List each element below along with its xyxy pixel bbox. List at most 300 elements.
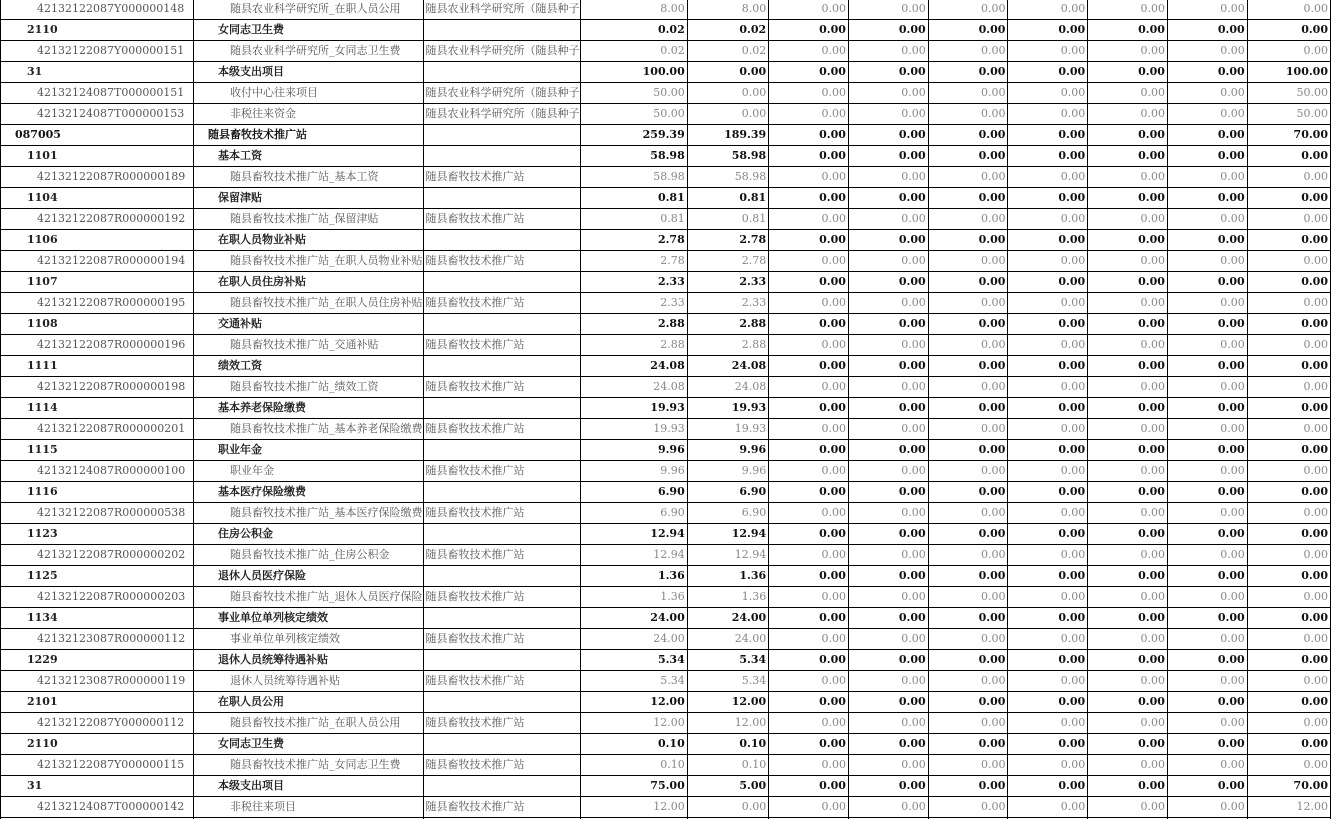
code-cell[interactable]: 42132122087R000000201 — [1, 419, 194, 440]
amount-cell[interactable]: 0.00 — [928, 524, 1008, 545]
amount-cell[interactable]: 0.00 — [769, 503, 849, 524]
amount-cell[interactable]: 0.00 — [769, 671, 849, 692]
amount-cell[interactable]: 0.00 — [1008, 587, 1088, 608]
amount-cell[interactable]: 0.00 — [1167, 188, 1247, 209]
amount-cell[interactable]: 12.94 — [687, 524, 768, 545]
amount-cell[interactable]: 0.00 — [1088, 440, 1168, 461]
amount-cell[interactable]: 0.00 — [1008, 125, 1088, 146]
amount-cell[interactable]: 0.00 — [848, 335, 928, 356]
amount-cell[interactable]: 0.00 — [848, 314, 928, 335]
amount-cell[interactable]: 19.93 — [580, 398, 687, 419]
code-cell[interactable]: 31 — [1, 776, 194, 797]
amount-cell[interactable]: 0.00 — [687, 797, 768, 818]
unit-cell[interactable]: 随县畜牧技术推广站 — [423, 797, 580, 818]
amount-cell[interactable]: 19.93 — [687, 419, 768, 440]
name-cell[interactable]: 随县畜牧技术推广站 — [194, 125, 424, 146]
name-cell[interactable]: 随县畜牧技术推广站_住房公积金 — [194, 545, 424, 566]
amount-cell[interactable]: 0.02 — [580, 20, 687, 41]
unit-cell[interactable]: 随县畜牧技术推广站 — [423, 671, 580, 692]
amount-cell[interactable]: 12.94 — [687, 545, 768, 566]
unit-cell[interactable] — [423, 20, 580, 41]
amount-cell[interactable]: 2.33 — [687, 293, 768, 314]
amount-cell[interactable]: 0.00 — [928, 83, 1008, 104]
name-cell[interactable]: 随县农业科学研究所_女同志卫生费 — [194, 41, 424, 62]
name-cell[interactable]: 退休人员统筹待遇补贴 — [194, 671, 424, 692]
amount-cell[interactable]: 0.00 — [848, 671, 928, 692]
code-cell[interactable]: 42132122087R000000195 — [1, 293, 194, 314]
amount-cell[interactable]: 0.00 — [848, 461, 928, 482]
unit-cell[interactable] — [423, 524, 580, 545]
amount-cell[interactable]: 0.00 — [928, 293, 1008, 314]
amount-cell[interactable]: 0.00 — [928, 41, 1008, 62]
code-cell[interactable]: 42132124087T000000153 — [1, 104, 194, 125]
amount-cell[interactable]: 0.00 — [848, 41, 928, 62]
amount-cell[interactable]: 0.00 — [1247, 230, 1330, 251]
unit-cell[interactable] — [423, 608, 580, 629]
amount-cell[interactable]: 0.00 — [848, 251, 928, 272]
amount-cell[interactable]: 9.96 — [580, 440, 687, 461]
amount-cell[interactable]: 0.00 — [1247, 566, 1330, 587]
amount-cell[interactable]: 75.00 — [580, 776, 687, 797]
amount-cell[interactable]: 0.00 — [769, 398, 849, 419]
unit-cell[interactable]: 随县畜牧技术推广站 — [423, 713, 580, 734]
code-cell[interactable]: 42132122087Y000000112 — [1, 713, 194, 734]
amount-cell[interactable]: 0.00 — [1167, 503, 1247, 524]
amount-cell[interactable]: 0.00 — [1008, 776, 1088, 797]
amount-cell[interactable]: 0.00 — [1247, 671, 1330, 692]
amount-cell[interactable]: 0.00 — [848, 650, 928, 671]
amount-cell[interactable]: 0.00 — [1008, 377, 1088, 398]
unit-cell[interactable]: 随县畜牧技术推广站 — [423, 209, 580, 230]
amount-cell[interactable]: 0.00 — [1008, 251, 1088, 272]
amount-cell[interactable]: 5.34 — [687, 671, 768, 692]
amount-cell[interactable]: 0.00 — [928, 482, 1008, 503]
name-cell[interactable]: 随县畜牧技术推广站_交通补贴 — [194, 335, 424, 356]
amount-cell[interactable]: 0.00 — [769, 608, 849, 629]
name-cell[interactable]: 随县畜牧技术推广站_绩效工资 — [194, 377, 424, 398]
amount-cell[interactable]: 0.00 — [928, 440, 1008, 461]
unit-cell[interactable]: 随县畜牧技术推广站 — [423, 377, 580, 398]
amount-cell[interactable]: 2.78 — [687, 251, 768, 272]
amount-cell[interactable]: 0.00 — [769, 650, 849, 671]
amount-cell[interactable]: 0.00 — [1088, 209, 1168, 230]
amount-cell[interactable]: 0.00 — [1088, 524, 1168, 545]
amount-cell[interactable]: 0.00 — [928, 566, 1008, 587]
unit-cell[interactable] — [423, 440, 580, 461]
code-cell[interactable]: 42132122087R000000203 — [1, 587, 194, 608]
amount-cell[interactable]: 0.00 — [1008, 545, 1088, 566]
amount-cell[interactable]: 0.81 — [580, 209, 687, 230]
unit-cell[interactable]: 随县农业科学研究所（随县种子 — [423, 41, 580, 62]
amount-cell[interactable]: 0.00 — [848, 125, 928, 146]
amount-cell[interactable]: 0.00 — [1167, 419, 1247, 440]
unit-cell[interactable]: 随县农业科学研究所（随县种子 — [423, 83, 580, 104]
amount-cell[interactable]: 0.00 — [1008, 629, 1088, 650]
amount-cell[interactable]: 0.00 — [1008, 461, 1088, 482]
name-cell[interactable]: 职业年金 — [194, 440, 424, 461]
amount-cell[interactable]: 0.00 — [1008, 0, 1088, 20]
amount-cell[interactable]: 0.00 — [848, 482, 928, 503]
amount-cell[interactable]: 0.00 — [848, 356, 928, 377]
name-cell[interactable]: 退休人员统筹待遇补贴 — [194, 650, 424, 671]
unit-cell[interactable] — [423, 692, 580, 713]
amount-cell[interactable]: 0.00 — [1088, 398, 1168, 419]
amount-cell[interactable]: 0.00 — [928, 272, 1008, 293]
amount-cell[interactable]: 0.00 — [1247, 314, 1330, 335]
amount-cell[interactable]: 0.00 — [1008, 104, 1088, 125]
amount-cell[interactable]: 0.02 — [687, 41, 768, 62]
amount-cell[interactable]: 0.00 — [769, 587, 849, 608]
amount-cell[interactable]: 0.00 — [1008, 503, 1088, 524]
amount-cell[interactable]: 0.00 — [1247, 419, 1330, 440]
code-cell[interactable]: 1125 — [1, 566, 194, 587]
amount-cell[interactable]: 5.34 — [580, 671, 687, 692]
code-cell[interactable]: 1134 — [1, 608, 194, 629]
amount-cell[interactable]: 0.00 — [1008, 62, 1088, 83]
amount-cell[interactable]: 2.88 — [687, 314, 768, 335]
amount-cell[interactable]: 0.00 — [1008, 797, 1088, 818]
amount-cell[interactable]: 0.00 — [928, 713, 1008, 734]
unit-cell[interactable] — [423, 650, 580, 671]
code-cell[interactable]: 2110 — [1, 734, 194, 755]
amount-cell[interactable]: 0.00 — [1247, 587, 1330, 608]
name-cell[interactable]: 随县畜牧技术推广站_保留津贴 — [194, 209, 424, 230]
amount-cell[interactable]: 12.00 — [580, 713, 687, 734]
amount-cell[interactable]: 0.00 — [1167, 650, 1247, 671]
code-cell[interactable]: 42132124087T000000151 — [1, 83, 194, 104]
amount-cell[interactable]: 0.00 — [848, 398, 928, 419]
amount-cell[interactable]: 0.00 — [1088, 0, 1168, 20]
amount-cell[interactable]: 8.00 — [687, 0, 768, 20]
code-cell[interactable]: 1123 — [1, 524, 194, 545]
amount-cell[interactable]: 0.00 — [1008, 272, 1088, 293]
unit-cell[interactable] — [423, 776, 580, 797]
amount-cell[interactable]: 12.00 — [687, 713, 768, 734]
amount-cell[interactable]: 0.00 — [928, 503, 1008, 524]
amount-cell[interactable]: 0.00 — [848, 146, 928, 167]
name-cell[interactable]: 女同志卫生费 — [194, 20, 424, 41]
amount-cell[interactable]: 0.00 — [848, 692, 928, 713]
amount-cell[interactable]: 0.00 — [928, 188, 1008, 209]
unit-cell[interactable] — [423, 62, 580, 83]
amount-cell[interactable]: 0.00 — [1088, 335, 1168, 356]
amount-cell[interactable]: 12.00 — [1247, 797, 1330, 818]
amount-cell[interactable]: 0.00 — [769, 188, 849, 209]
amount-cell[interactable]: 0.00 — [1247, 251, 1330, 272]
amount-cell[interactable]: 0.00 — [1088, 293, 1168, 314]
amount-cell[interactable]: 0.00 — [1008, 41, 1088, 62]
amount-cell[interactable]: 58.98 — [580, 167, 687, 188]
amount-cell[interactable]: 0.00 — [848, 734, 928, 755]
amount-cell[interactable]: 0.00 — [1088, 62, 1168, 83]
amount-cell[interactable]: 58.98 — [580, 146, 687, 167]
unit-cell[interactable] — [423, 314, 580, 335]
amount-cell[interactable]: 0.00 — [1247, 440, 1330, 461]
amount-cell[interactable]: 0.00 — [1008, 230, 1088, 251]
amount-cell[interactable]: 24.00 — [580, 629, 687, 650]
name-cell[interactable]: 随县畜牧技术推广站_基本养老保险缴费 — [194, 419, 424, 440]
amount-cell[interactable]: 0.00 — [1167, 797, 1247, 818]
amount-cell[interactable]: 0.10 — [687, 734, 768, 755]
amount-cell[interactable]: 0.00 — [1008, 356, 1088, 377]
amount-cell[interactable]: 1.36 — [687, 566, 768, 587]
amount-cell[interactable]: 0.00 — [1088, 797, 1168, 818]
amount-cell[interactable]: 0.00 — [1008, 566, 1088, 587]
amount-cell[interactable]: 0.00 — [928, 461, 1008, 482]
amount-cell[interactable]: 0.00 — [769, 146, 849, 167]
amount-cell[interactable]: 70.00 — [1247, 125, 1330, 146]
amount-cell[interactable]: 0.00 — [1167, 146, 1247, 167]
amount-cell[interactable]: 0.00 — [848, 524, 928, 545]
amount-cell[interactable]: 0.00 — [1167, 272, 1247, 293]
amount-cell[interactable]: 0.00 — [1167, 335, 1247, 356]
amount-cell[interactable]: 0.00 — [1247, 272, 1330, 293]
amount-cell[interactable]: 0.00 — [769, 293, 849, 314]
amount-cell[interactable]: 58.98 — [687, 146, 768, 167]
amount-cell[interactable]: 0.00 — [1008, 692, 1088, 713]
amount-cell[interactable]: 0.02 — [580, 41, 687, 62]
unit-cell[interactable]: 随县畜牧技术推广站 — [423, 167, 580, 188]
amount-cell[interactable]: 0.10 — [580, 734, 687, 755]
amount-cell[interactable]: 0.00 — [1167, 461, 1247, 482]
amount-cell[interactable]: 0.00 — [928, 419, 1008, 440]
amount-cell[interactable]: 12.00 — [580, 692, 687, 713]
amount-cell[interactable]: 0.00 — [1167, 734, 1247, 755]
name-cell[interactable]: 绩效工资 — [194, 356, 424, 377]
unit-cell[interactable] — [423, 230, 580, 251]
name-cell[interactable]: 保留津贴 — [194, 188, 424, 209]
name-cell[interactable]: 基本工资 — [194, 146, 424, 167]
amount-cell[interactable]: 0.00 — [928, 209, 1008, 230]
amount-cell[interactable]: 0.00 — [1088, 629, 1168, 650]
amount-cell[interactable]: 0.00 — [687, 62, 768, 83]
code-cell[interactable]: 2110 — [1, 20, 194, 41]
amount-cell[interactable]: 5.00 — [687, 776, 768, 797]
amount-cell[interactable]: 0.00 — [769, 209, 849, 230]
code-cell[interactable]: 2101 — [1, 692, 194, 713]
code-cell[interactable]: 42132122087R000000189 — [1, 167, 194, 188]
name-cell[interactable]: 随县畜牧技术推广站_基本医疗保险缴费 — [194, 503, 424, 524]
amount-cell[interactable]: 0.00 — [928, 755, 1008, 776]
amount-cell[interactable]: 0.81 — [687, 188, 768, 209]
amount-cell[interactable]: 0.00 — [1008, 482, 1088, 503]
amount-cell[interactable]: 0.00 — [1247, 608, 1330, 629]
code-cell[interactable]: 42132122087Y000000151 — [1, 41, 194, 62]
amount-cell[interactable]: 0.00 — [769, 734, 849, 755]
amount-cell[interactable]: 0.00 — [1088, 650, 1168, 671]
amount-cell[interactable]: 0.00 — [848, 545, 928, 566]
amount-cell[interactable]: 0.00 — [769, 713, 849, 734]
amount-cell[interactable]: 24.08 — [580, 356, 687, 377]
amount-cell[interactable]: 189.39 — [687, 125, 768, 146]
amount-cell[interactable]: 0.00 — [928, 125, 1008, 146]
amount-cell[interactable]: 19.93 — [687, 398, 768, 419]
amount-cell[interactable]: 0.00 — [1167, 545, 1247, 566]
amount-cell[interactable]: 0.00 — [1088, 461, 1168, 482]
amount-cell[interactable]: 0.00 — [1088, 188, 1168, 209]
amount-cell[interactable]: 9.96 — [580, 461, 687, 482]
amount-cell[interactable]: 0.00 — [1247, 461, 1330, 482]
code-cell[interactable]: 1104 — [1, 188, 194, 209]
name-cell[interactable]: 随县农业科学研究所_在职人员公用 — [194, 0, 424, 20]
amount-cell[interactable]: 0.00 — [1167, 20, 1247, 41]
amount-cell[interactable]: 0.00 — [1167, 755, 1247, 776]
amount-cell[interactable]: 0.00 — [1247, 755, 1330, 776]
code-cell[interactable]: 1107 — [1, 272, 194, 293]
amount-cell[interactable]: 0.00 — [1088, 272, 1168, 293]
unit-cell[interactable] — [423, 125, 580, 146]
unit-cell[interactable] — [423, 566, 580, 587]
amount-cell[interactable]: 2.33 — [580, 272, 687, 293]
amount-cell[interactable]: 0.00 — [769, 776, 849, 797]
name-cell[interactable]: 非税往来资金 — [194, 104, 424, 125]
amount-cell[interactable]: 2.78 — [580, 230, 687, 251]
name-cell[interactable]: 事业单位单列核定绩效 — [194, 608, 424, 629]
amount-cell[interactable]: 0.00 — [848, 587, 928, 608]
code-cell[interactable]: 1108 — [1, 314, 194, 335]
amount-cell[interactable]: 0.00 — [848, 293, 928, 314]
unit-cell[interactable]: 随县畜牧技术推广站 — [423, 545, 580, 566]
amount-cell[interactable]: 0.81 — [580, 188, 687, 209]
amount-cell[interactable]: 0.00 — [928, 356, 1008, 377]
amount-cell[interactable]: 0.00 — [928, 650, 1008, 671]
amount-cell[interactable]: 0.00 — [1247, 545, 1330, 566]
amount-cell[interactable]: 0.00 — [1088, 125, 1168, 146]
amount-cell[interactable]: 0.00 — [1008, 419, 1088, 440]
amount-cell[interactable]: 0.00 — [1247, 146, 1330, 167]
amount-cell[interactable]: 0.00 — [928, 104, 1008, 125]
amount-cell[interactable]: 0.00 — [1247, 209, 1330, 230]
amount-cell[interactable]: 0.00 — [928, 167, 1008, 188]
amount-cell[interactable]: 0.00 — [1247, 713, 1330, 734]
unit-cell[interactable]: 随县畜牧技术推广站 — [423, 587, 580, 608]
amount-cell[interactable]: 0.00 — [1088, 419, 1168, 440]
amount-cell[interactable]: 0.00 — [848, 167, 928, 188]
amount-cell[interactable]: 0.00 — [1088, 545, 1168, 566]
amount-cell[interactable]: 0.00 — [1088, 755, 1168, 776]
amount-cell[interactable]: 0.00 — [769, 125, 849, 146]
code-cell[interactable]: 42132122087R000000196 — [1, 335, 194, 356]
amount-cell[interactable]: 0.00 — [769, 356, 849, 377]
unit-cell[interactable]: 随县畜牧技术推广站 — [423, 251, 580, 272]
unit-cell[interactable] — [423, 398, 580, 419]
amount-cell[interactable]: 50.00 — [580, 83, 687, 104]
unit-cell[interactable] — [423, 734, 580, 755]
amount-cell[interactable]: 0.00 — [848, 20, 928, 41]
amount-cell[interactable]: 0.00 — [1247, 398, 1330, 419]
amount-cell[interactable]: 0.00 — [769, 272, 849, 293]
amount-cell[interactable]: 0.00 — [1167, 713, 1247, 734]
amount-cell[interactable]: 0.00 — [848, 440, 928, 461]
name-cell[interactable]: 本级支出项目 — [194, 62, 424, 83]
amount-cell[interactable]: 0.00 — [769, 104, 849, 125]
amount-cell[interactable]: 0.00 — [848, 797, 928, 818]
code-cell[interactable]: 42132124087T000000142 — [1, 797, 194, 818]
code-cell[interactable]: 1101 — [1, 146, 194, 167]
unit-cell[interactable] — [423, 272, 580, 293]
amount-cell[interactable]: 0.00 — [848, 419, 928, 440]
amount-cell[interactable]: 0.00 — [1167, 587, 1247, 608]
amount-cell[interactable]: 0.00 — [928, 146, 1008, 167]
code-cell[interactable]: 42132122087Y000000115 — [1, 755, 194, 776]
unit-cell[interactable] — [423, 482, 580, 503]
amount-cell[interactable]: 0.00 — [1088, 482, 1168, 503]
amount-cell[interactable]: 0.00 — [928, 398, 1008, 419]
amount-cell[interactable]: 0.00 — [848, 713, 928, 734]
amount-cell[interactable]: 0.00 — [769, 251, 849, 272]
amount-cell[interactable]: 0.00 — [1088, 104, 1168, 125]
amount-cell[interactable]: 0.00 — [1167, 230, 1247, 251]
amount-cell[interactable]: 0.00 — [1167, 398, 1247, 419]
amount-cell[interactable]: 24.08 — [687, 356, 768, 377]
amount-cell[interactable]: 0.00 — [769, 20, 849, 41]
amount-cell[interactable]: 0.00 — [1167, 83, 1247, 104]
unit-cell[interactable]: 随县畜牧技术推广站 — [423, 503, 580, 524]
amount-cell[interactable]: 1.36 — [580, 587, 687, 608]
amount-cell[interactable]: 0.00 — [1088, 356, 1168, 377]
code-cell[interactable]: 1229 — [1, 650, 194, 671]
amount-cell[interactable]: 0.02 — [687, 20, 768, 41]
amount-cell[interactable]: 0.00 — [1167, 440, 1247, 461]
amount-cell[interactable]: 0.00 — [1088, 83, 1168, 104]
code-cell[interactable]: 42132122087R000000202 — [1, 545, 194, 566]
amount-cell[interactable]: 0.00 — [1167, 566, 1247, 587]
code-cell[interactable]: 42132123087R000000119 — [1, 671, 194, 692]
amount-cell[interactable]: 0.00 — [848, 377, 928, 398]
amount-cell[interactable]: 0.00 — [1247, 524, 1330, 545]
amount-cell[interactable]: 0.00 — [928, 734, 1008, 755]
amount-cell[interactable]: 0.00 — [1088, 671, 1168, 692]
name-cell[interactable]: 女同志卫生费 — [194, 734, 424, 755]
name-cell[interactable]: 随县畜牧技术推广站_在职人员住房补贴 — [194, 293, 424, 314]
amount-cell[interactable]: 0.00 — [769, 314, 849, 335]
amount-cell[interactable]: 0.00 — [1247, 293, 1330, 314]
amount-cell[interactable]: 0.00 — [1008, 146, 1088, 167]
amount-cell[interactable]: 50.00 — [580, 104, 687, 125]
amount-cell[interactable]: 0.00 — [1167, 629, 1247, 650]
unit-cell[interactable] — [423, 146, 580, 167]
amount-cell[interactable]: 0.00 — [928, 776, 1008, 797]
amount-cell[interactable]: 0.00 — [1247, 356, 1330, 377]
amount-cell[interactable]: 0.00 — [1088, 734, 1168, 755]
unit-cell[interactable]: 随县畜牧技术推广站 — [423, 419, 580, 440]
name-cell[interactable]: 随县畜牧技术推广站_基本工资 — [194, 167, 424, 188]
amount-cell[interactable]: 0.00 — [848, 209, 928, 230]
amount-cell[interactable]: 0.10 — [687, 755, 768, 776]
amount-cell[interactable]: 0.00 — [769, 62, 849, 83]
amount-cell[interactable]: 0.00 — [928, 608, 1008, 629]
name-cell[interactable]: 本级支出项目 — [194, 776, 424, 797]
code-cell[interactable]: 1106 — [1, 230, 194, 251]
amount-cell[interactable]: 0.00 — [848, 62, 928, 83]
amount-cell[interactable]: 0.00 — [1247, 482, 1330, 503]
amount-cell[interactable]: 0.00 — [928, 251, 1008, 272]
amount-cell[interactable]: 12.00 — [687, 692, 768, 713]
amount-cell[interactable]: 0.00 — [1247, 167, 1330, 188]
amount-cell[interactable]: 0.00 — [687, 104, 768, 125]
code-cell[interactable]: 42132124087R000000100 — [1, 461, 194, 482]
amount-cell[interactable]: 0.00 — [1008, 209, 1088, 230]
amount-cell[interactable]: 1.36 — [580, 566, 687, 587]
amount-cell[interactable]: 0.00 — [1167, 692, 1247, 713]
amount-cell[interactable]: 0.00 — [1088, 587, 1168, 608]
amount-cell[interactable]: 0.81 — [687, 209, 768, 230]
amount-cell[interactable]: 0.00 — [1088, 503, 1168, 524]
amount-cell[interactable]: 0.00 — [928, 314, 1008, 335]
unit-cell[interactable]: 随县畜牧技术推广站 — [423, 755, 580, 776]
name-cell[interactable]: 收付中心往来项目 — [194, 83, 424, 104]
amount-cell[interactable]: 0.00 — [1167, 608, 1247, 629]
